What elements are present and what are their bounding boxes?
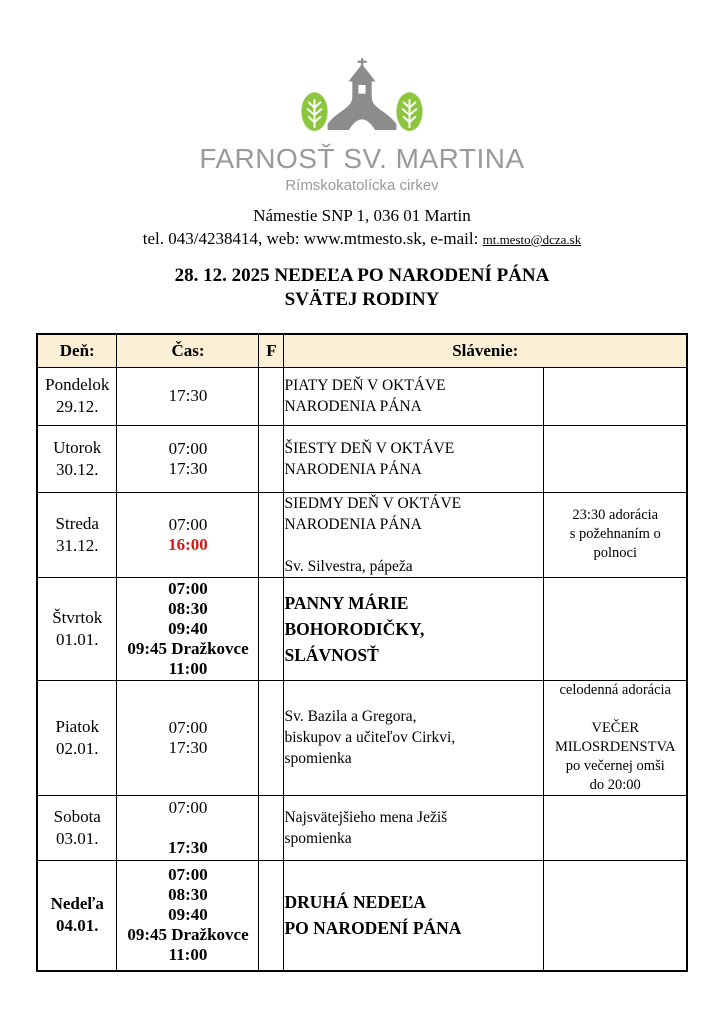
text-line: 03.01. (55, 828, 99, 848)
text-line: 07:00 (168, 578, 208, 598)
schedule-table (36, 333, 688, 972)
table-row (37, 425, 687, 492)
f-cell (259, 492, 284, 577)
text-line: spomienka (284, 750, 352, 767)
column-header-time: Čas: (117, 334, 259, 367)
text-line: 29.12. (55, 397, 99, 416)
f-cell (259, 425, 284, 492)
document-title-line1: 28. 12. 2025 NEDEĽA PO NARODENÍ PÁNA (174, 265, 550, 286)
text-line: 16:00 (168, 534, 208, 554)
f-cell (259, 795, 284, 860)
celebration-cell (284, 680, 544, 795)
time-cell (117, 577, 259, 680)
celebration-cell (284, 577, 544, 680)
f-cell (259, 680, 284, 795)
celebration-cell (284, 860, 544, 971)
day-cell (37, 492, 117, 577)
note-cell (544, 860, 687, 971)
text-line: 30.12. (55, 459, 99, 479)
day-cell (37, 680, 117, 795)
time-cell (117, 425, 259, 492)
note-cell (544, 577, 687, 680)
text-line: ŠIESTY DEŇ V OKTÁVE (284, 439, 455, 457)
text-line: PIATY DEŇ V OKTÁVE (284, 377, 446, 394)
day-cell (37, 795, 117, 860)
text-line: 09:40 (168, 905, 208, 925)
right-tree-icon (396, 92, 422, 131)
schedule-header (37, 334, 687, 367)
f-cell (259, 860, 284, 971)
celebration-cell (284, 425, 544, 492)
time-cell (117, 367, 259, 425)
text-line: PO NARODENÍ PÁNA (284, 918, 462, 939)
text-line (284, 535, 543, 556)
celebration-cell (284, 492, 544, 577)
celebration-cell (284, 367, 544, 425)
text-line: 17:30 (168, 737, 208, 757)
column-header-f: F (259, 334, 284, 367)
table-row (37, 367, 687, 425)
left-tree-icon (301, 92, 327, 131)
text-line: 17:30 (168, 837, 208, 857)
text-line: celodenná adorácia (559, 681, 671, 698)
text-line: Utorok (53, 437, 102, 457)
text-line: Sobota (53, 806, 101, 826)
text-line: 09:40 (168, 618, 208, 638)
text-line: spomienka (284, 829, 352, 847)
text-line: Sv. Silvestra, pápeža (284, 557, 413, 575)
letterhead (0, 0, 724, 312)
parish-logo (299, 58, 425, 140)
text-line: 23:30 adorácia (572, 507, 659, 523)
text-line: Sv. Bazila a Gregora, (284, 708, 417, 725)
text-line: 17:30 (168, 458, 208, 478)
day-cell (37, 425, 117, 492)
schedule-body (37, 367, 687, 971)
note-cell (544, 367, 687, 425)
text-line: s požehnaním o (569, 526, 661, 542)
text-line: VEČER (591, 719, 639, 736)
text-line: 07:00 (168, 438, 208, 458)
text-line: Streda (55, 513, 99, 533)
text-line: 07:00 (168, 797, 208, 817)
contact-text: tel. 043/4238414, web: www.mtmesto.sk, e-mail: (142, 229, 483, 248)
time-cell (117, 860, 259, 971)
column-header-celebration: Slávenie: (284, 334, 687, 367)
document-title (0, 264, 724, 312)
text-line: DRUHÁ NEDEĽA (284, 892, 426, 913)
table-row (37, 577, 687, 680)
text-line: 09:45 Dražkovce (127, 638, 249, 658)
celebration-cell (284, 795, 544, 860)
f-cell (259, 577, 284, 680)
contact-line (0, 229, 724, 249)
note-cell (544, 680, 687, 795)
text-line: Piatok (55, 716, 99, 736)
address-line: Námestie SNP 1, 036 01 Martin (253, 206, 471, 225)
note-cell (544, 425, 687, 492)
text-line: Štvrtok (52, 607, 103, 627)
table-row (37, 860, 687, 971)
day-cell (37, 860, 117, 971)
header-row (37, 334, 687, 367)
text-line: 09:45 Dražkovce (127, 925, 249, 945)
text-line: 11:00 (168, 658, 208, 678)
text-line: NARODENIA PÁNA (284, 515, 422, 533)
text-line: 07:00 (168, 514, 208, 534)
text-line: 07:00 (168, 865, 208, 885)
column-header-day: Deň: (37, 334, 117, 367)
text-line: SIEDMY DEŇ V OKTÁVE (284, 494, 462, 512)
text-line: 07:00 (168, 717, 208, 737)
time-cell (117, 492, 259, 577)
text-line (544, 700, 686, 719)
note-cell (544, 795, 687, 860)
text-line: 08:30 (168, 885, 208, 905)
text-line: BOHORODIČKY, (284, 618, 425, 639)
church-icon (328, 64, 397, 130)
table-row (37, 492, 687, 577)
table-row (37, 795, 687, 860)
text-line: 04.01. (55, 916, 99, 936)
time-cell (117, 680, 259, 795)
day-cell (37, 577, 117, 680)
org-name: FARNOSŤ SV. MARTINA (199, 143, 525, 174)
table-row (37, 680, 687, 795)
text-line: do 20:00 (589, 776, 641, 793)
text-line: NARODENIA PÁNA (284, 460, 422, 478)
text-line: po večernej omši (565, 757, 665, 774)
text-line: Pondelok (45, 375, 110, 394)
note-cell (544, 492, 687, 577)
text-line (117, 818, 258, 838)
text-line: polnoci (593, 545, 637, 561)
text-line: SLÁVNOSŤ (284, 644, 379, 665)
text-line: NARODENIA PÁNA (284, 398, 422, 415)
document-title-line2: SVÄTEJ RODINY (284, 289, 440, 310)
text-line: 02.01. (55, 738, 99, 758)
text-line: 08:30 (168, 598, 208, 618)
text-line: 11:00 (168, 945, 208, 965)
day-cell (37, 367, 117, 425)
text-line: Nedeľa (50, 894, 104, 914)
text-line: 17:30 (168, 386, 208, 405)
f-cell (259, 367, 284, 425)
text-line: Najsvätejšieho mena Ježiš (284, 808, 448, 826)
text-line: MILOSRDENSTVA (554, 738, 676, 755)
text-line: 01.01. (55, 629, 99, 649)
email-link[interactable]: mt.mesto@dcza.sk (482, 232, 582, 247)
org-subtitle: Rímskokatolícka cirkev (285, 177, 439, 194)
text-line: biskupov a učiteľov Cirkvi, (284, 729, 456, 746)
text-line: 31.12. (55, 535, 99, 555)
text-line: PANNY MÁRIE (284, 592, 409, 613)
time-cell (117, 795, 259, 860)
